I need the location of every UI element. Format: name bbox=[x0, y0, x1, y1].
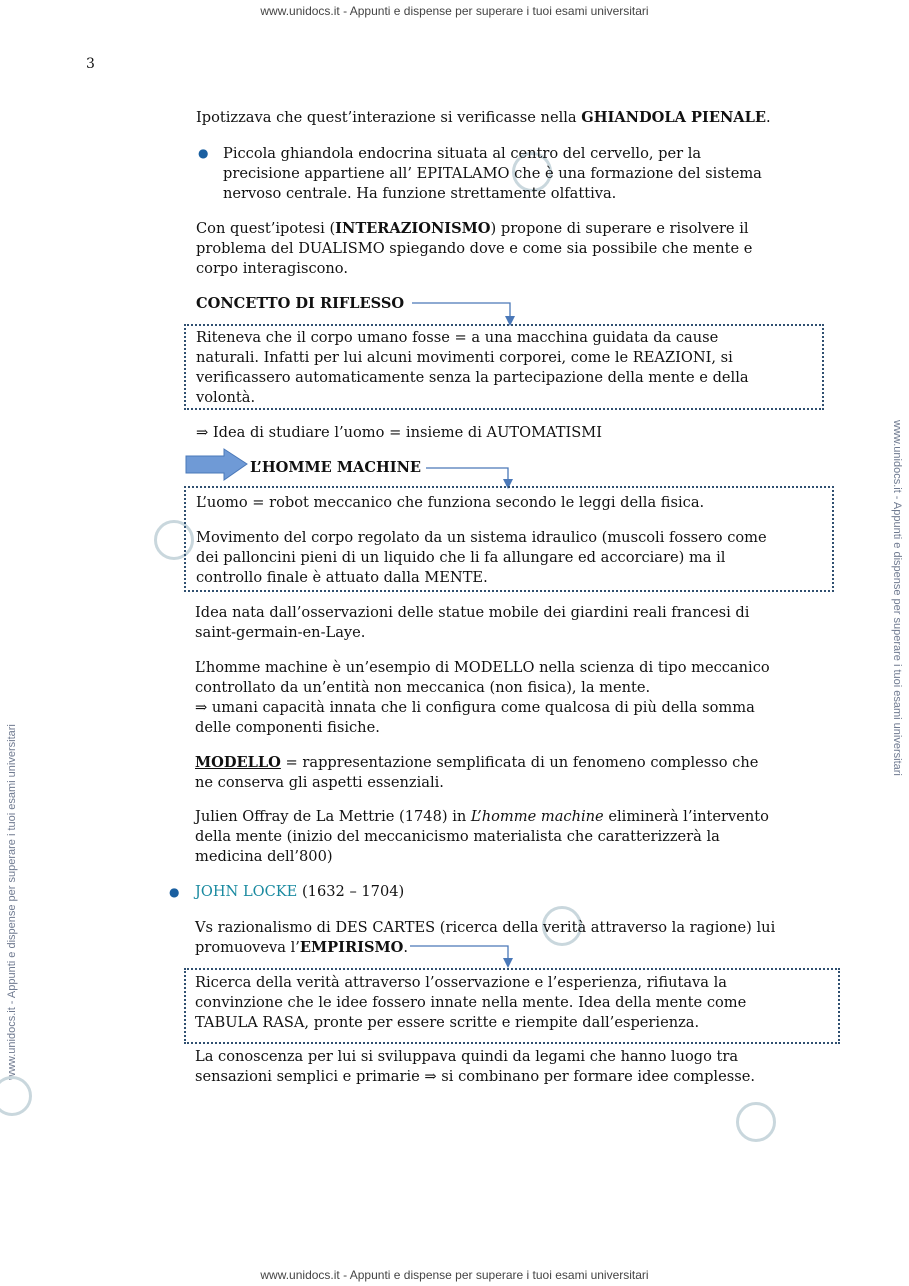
box-homme-machine-text: Movimento del corpo regolato da un sistema idraulico (muscoli fossero come dei palloncini pieni di un liquido che li fa allungare ed accorciare) ma il controllo finale è attuato dalla MENTE. bbox=[196, 529, 767, 586]
box-tabula-rasa-text: Ricerca della verità attraverso l’osservazione e l’esperienza, rifiutava la convinzione che le idee fossero innate nella mente. Idea della mente come TABULA RASA, pronte per essere scritte e riempite dall’esperienza. bbox=[195, 974, 747, 1031]
heading-concetto-riflesso: CONCETTO DI RIFLESSO bbox=[196, 295, 405, 312]
paragraph-interazionismo: Con quest’ipotesi (INTERAZIONISMO) propone di superare e risolvere il problema del DUALISMO spiegando dove e come sia possibile che mente e corpo interagiscono. bbox=[196, 220, 753, 277]
big-right-arrow-icon bbox=[184, 448, 250, 482]
watermark-bottom: www.unidocs.it - Appunti e dispense per superare i tuoi esami universitari bbox=[260, 1268, 649, 1282]
paragraph-la-mettrie: Julien Offray de La Mettrie (1748) in L’homme machine eliminerà l’intervento della mente (inizio del meccanicismo materialista che caratterizzerà la medicina dell’800) bbox=[195, 808, 769, 865]
paragraph-statue: Idea nata dall’osservazioni delle statue mobile dei giardini reali francesi di saint-germain-en-Laye. bbox=[195, 604, 750, 641]
paragraph-modello-definizione: MODELLO = rappresentazione semplificata di un fenomeno complesso che ne conserva gli aspetti essenziali. bbox=[195, 754, 759, 791]
watermark-top: www.unidocs.it - Appunti e dispense per superare i tuoi esami universitari bbox=[260, 4, 649, 18]
box-riflesso-text: Riteneva che il corpo umano fosse = a una macchina guidata da cause naturali. Infatti per lui alcuni movimenti corporei, come le REAZIONI, si verificassero automaticamente senza la partecipazione della mente e della volontà. bbox=[196, 329, 749, 406]
paragraph-conoscenza: La conoscenza per lui si sviluppava quindi da legami che hanno luogo tra sensazioni semplici e primarie ⇒ si combinano per formare idee complesse. bbox=[195, 1048, 755, 1085]
watermark-right: www.unidocs.it - Appunti e dispense per superare i tuoi esami universitari bbox=[891, 420, 903, 776]
paragraph-modello-meccanico: L’homme machine è un’esempio di MODELLO nella scienza di tipo meccanico controllato da un’entità non meccanica (non fisica), la mente. ⇒ umani capacità innata che li configura come qualcosa di più della somma delle componenti fisiche. bbox=[195, 659, 770, 736]
box-homme-machine-line1: L’uomo = robot meccanico che funziona secondo le leggi della fisica. bbox=[196, 494, 705, 511]
bullet-epitalamo: Piccola ghiandola endocrina situata al centro del cervello, per la precisione appartiene all’ EPITALAMO che è una formazione del sistema nervoso centrale. Ha funzione strettamente olfattiva. bbox=[223, 145, 762, 202]
page-number: 3 bbox=[86, 56, 95, 72]
watermark-left: www.unidocs.it - Appunti e dispense per superare i tuoi esami universitari bbox=[6, 724, 18, 1080]
automatismi-line: ⇒ Idea di studiare l’uomo = insieme di AUTOMATISMI bbox=[196, 424, 602, 441]
heading-homme-machine: L’HOMME MACHINE bbox=[250, 459, 422, 476]
bullet-icon: ● bbox=[169, 885, 180, 899]
paragraph-empirismo: Vs razionalismo di DES CARTES (ricerca della verità attraverso la ragione) lui promuoveva l’EMPIRISMO. bbox=[195, 919, 776, 956]
logo-watermark-icon bbox=[0, 1076, 32, 1116]
heading-john-locke: JOHN LOCKE (1632 – 1704) bbox=[195, 883, 405, 900]
logo-watermark-icon bbox=[736, 1102, 776, 1142]
bullet-icon: ● bbox=[198, 146, 209, 160]
arrow-empirismo-icon bbox=[408, 936, 518, 972]
paragraph-ghiandola: Ipotizzava che quest’interazione si verificasse nella GHIANDOLA PIENALE. bbox=[196, 109, 771, 126]
